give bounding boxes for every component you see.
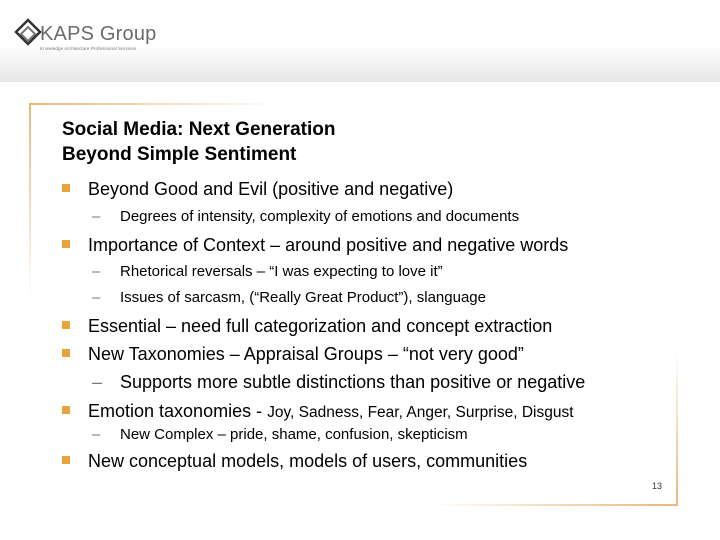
bullet-item (62, 178, 453, 200)
bullet-text: New Taxonomies – Appraisal Groups – “not very good” (88, 344, 524, 364)
bullet-item (62, 343, 524, 365)
bullet-item (62, 315, 552, 337)
sub-bullet-text: Issues of sarcasm, (“Really Great Product”), slanguage (120, 289, 486, 306)
frame-line-top (29, 103, 279, 105)
square-bullet-icon (62, 406, 70, 414)
frame-line-left (29, 103, 31, 303)
dash-bullet-icon: – (92, 263, 101, 280)
square-bullet-icon (62, 321, 70, 329)
sub-bullet-text: Degrees of intensity, complexity of emotions and documents (120, 208, 520, 225)
bullet-text-emotions: Joy, Sadness, Fear, Anger, Surprise, Disgust (267, 404, 574, 421)
dash-bullet-icon: – (92, 426, 101, 443)
bullet-item (62, 400, 574, 424)
sub-bullet-text: Rhetorical reversals – “I was expecting to love it” (120, 263, 443, 280)
square-bullet-icon (62, 456, 70, 464)
square-bullet-icon (62, 184, 70, 192)
kaps-logo (14, 18, 157, 58)
sub-bullet-item (92, 262, 443, 282)
logo-tagline: Knowledge Architecture Professional Services (40, 46, 137, 51)
sub-bullet-item (92, 425, 468, 445)
sub-bullet-item (92, 207, 519, 227)
title-line-2: Beyond Simple Sentiment (62, 144, 297, 165)
logo-wordmark: KAPS Group (40, 23, 157, 45)
page-number: 13 (652, 481, 663, 491)
bullet-text: Essential – need full categorization and concept extraction (88, 316, 553, 336)
slide-header (0, 0, 720, 82)
frame-line-bottom (430, 504, 678, 506)
sub-bullet-item (92, 372, 585, 392)
dash-bullet-icon: – (92, 208, 101, 225)
dash-bullet-icon: – (92, 372, 103, 392)
slide-title (62, 117, 335, 167)
sub-bullet-item (92, 288, 486, 308)
bullet-text: Beyond Good and Evil (positive and negative) (88, 179, 454, 199)
bullet-item (62, 450, 527, 472)
bullet-text: Importance of Context – around positive and negative words (88, 235, 569, 255)
bullet-text: New conceptual models, models of users, communities (88, 451, 528, 471)
square-bullet-icon (62, 349, 70, 357)
square-bullet-icon (62, 240, 70, 248)
title-line-1: Social Media: Next Generation (62, 119, 336, 140)
bullet-text: Emotion taxonomies - (88, 401, 268, 421)
sub-bullet-text: New Complex – pride, shame, confusion, skepticism (120, 426, 468, 443)
bullet-item (62, 234, 568, 256)
kaps-logo-icon (14, 18, 42, 58)
sub-bullet-text: Supports more subtle distinctions than positive or negative (120, 372, 586, 392)
frame-line-right (676, 350, 678, 505)
dash-bullet-icon: – (92, 289, 101, 306)
